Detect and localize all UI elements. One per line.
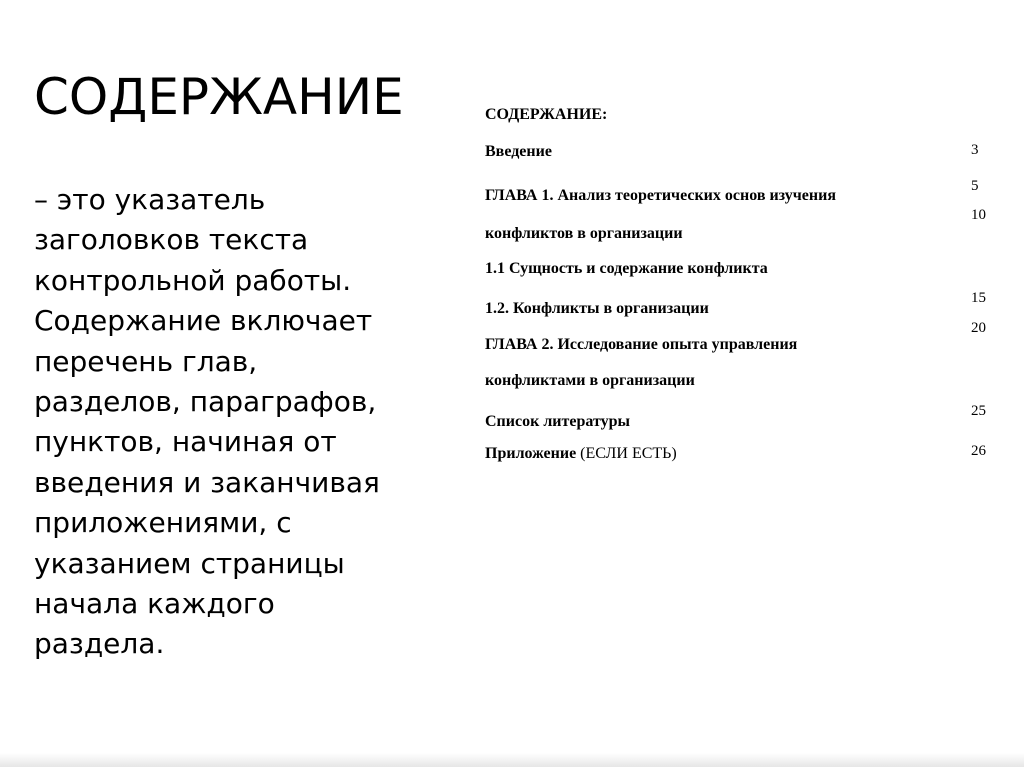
toc-entry-appendix-label: Приложение <box>485 445 581 462</box>
definition-line: – это указатель <box>34 183 266 216</box>
definition-line: контрольной работы. <box>34 263 352 297</box>
toc-page-number: 3 <box>971 142 979 158</box>
toc-entry-chapter-2: ГЛАВА 2. Исследование опыта управления <box>485 336 798 353</box>
toc-page-number: 20 <box>971 320 986 336</box>
toc-entry-chapter-1-cont: конфликтов в организации <box>485 225 683 242</box>
toc-page-number: 15 <box>971 290 986 306</box>
toc-entry-chapter-2-cont: конфликтами в организации <box>485 372 695 389</box>
toc-entry-appendix-note: (ЕСЛИ ЕСТЬ) <box>580 445 677 462</box>
toc-page-number: 25 <box>971 403 986 419</box>
definition-line: введения и заканчивая <box>34 465 380 499</box>
toc-entry-references: Список литературы <box>485 413 630 430</box>
toc-title: СОДЕРЖАНИЕ: <box>485 106 608 123</box>
definition-line: приложениями, с <box>34 506 292 540</box>
toc-entry-section-1-1: 1.1 Сущность и содержание конфликта <box>485 260 768 277</box>
definition-line: указанием страницы <box>34 546 345 580</box>
slide-bottom-shadow <box>0 753 1024 767</box>
definition-line: Содержание включает <box>34 304 373 338</box>
toc-page-number: 26 <box>971 443 986 459</box>
toc-entry-chapter-1: ГЛАВА 1. Анализ теоретических основ изучения <box>485 187 836 204</box>
definition-line: заголовков текста <box>34 223 309 257</box>
toc-page-number: 5 <box>971 178 979 194</box>
slide-title: СОДЕРЖАНИЕ <box>34 68 404 126</box>
definition-line: раздела. <box>34 627 165 661</box>
definition-line: начала каждого <box>34 587 275 621</box>
definition-line: разделов, параграфов, <box>34 385 377 419</box>
definition-line: пунктов, начиная от <box>34 425 337 459</box>
toc-entry-appendix <box>485 445 677 463</box>
toc-entry-section-1-2: 1.2. Конфликты в организации <box>485 300 709 317</box>
toc-entry-introduction: Введение <box>485 143 552 160</box>
definition-line: перечень глав, <box>34 344 258 378</box>
toc-page-number: 10 <box>971 207 986 223</box>
